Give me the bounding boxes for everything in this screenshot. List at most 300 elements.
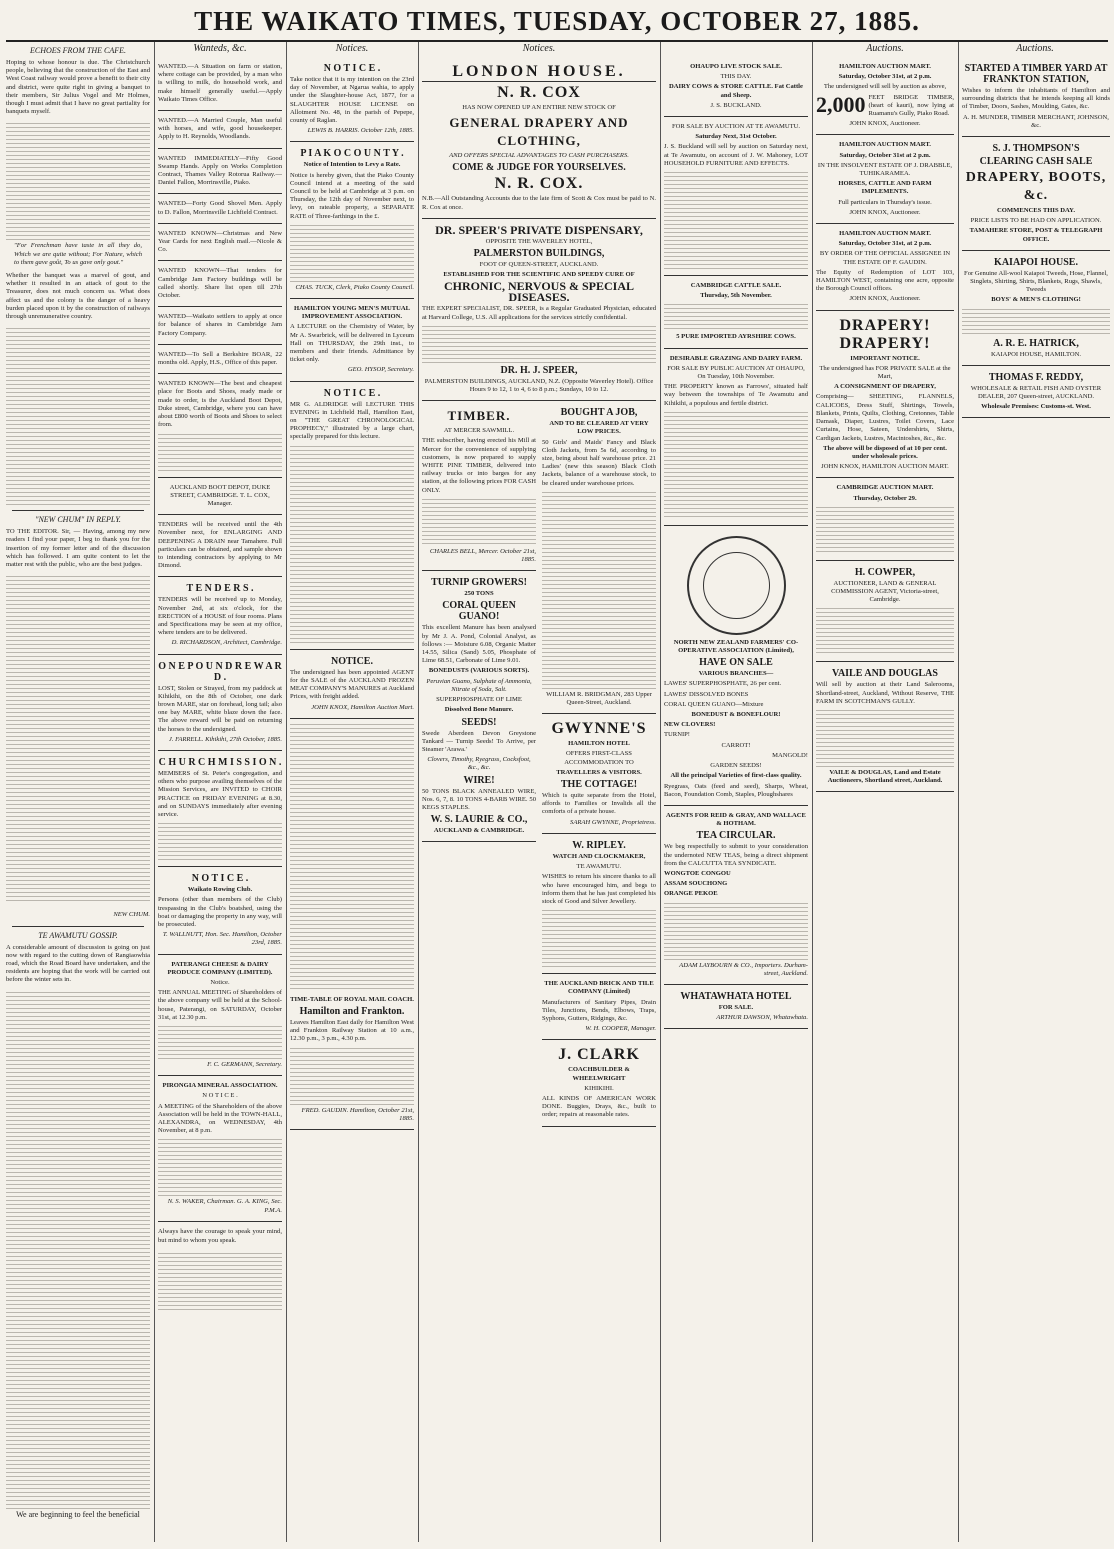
- ad-heading: FOR SALE BY AUCTION AT TE AWAMUTU.: [671, 123, 801, 131]
- ad-wanted: [158, 348, 282, 374]
- ad-text: COMMENCES THIS DAY.: [997, 207, 1075, 215]
- ad-text-block: [542, 908, 656, 968]
- ad-text: FEET BRIDGE TIMBER, (heart of kauri), now lying at Ruamanu's Gully, Piako Road.: [868, 93, 954, 118]
- ad-heading: PATERANGI CHEESE & DAIRY PRODUCE COMPANY (LIMITED).: [167, 960, 273, 976]
- ad-text: WANTED—To Sell a Berkshire BOAR, 22 months old. Apply, H.S., Office of this paper.: [158, 350, 282, 367]
- divider: [12, 926, 144, 927]
- ad-text-block: [664, 170, 808, 270]
- ad-signature: A. H. MUNDER, TIMBER MERCHANT, JOHNSON, &c.: [963, 113, 1109, 129]
- ad-cambridge-cattle: [664, 279, 808, 349]
- ad-wanted: [158, 310, 282, 345]
- ad-text-block: [422, 324, 656, 364]
- ad-heading: HAMILTON AUCTION MART.: [839, 141, 931, 149]
- ad-text: The undersigned has FOR PRIVATE SALE at the Mart,: [819, 364, 951, 381]
- ad-heading: TEA CIRCULAR.: [696, 830, 776, 842]
- ad-heading: WIRE!: [463, 774, 495, 786]
- ad-heading: N O T I C E .: [323, 387, 381, 399]
- article-text-block: [6, 326, 150, 506]
- ad-heading: DRAPERY! DRAPERY!: [839, 316, 931, 352]
- ad-mining: [158, 1079, 282, 1222]
- ad-text: ORANGE PEKOE: [664, 890, 718, 898]
- ad-text-block: [422, 497, 536, 547]
- ad-subheading: CHRONIC, NERVOUS & SPECIAL DISEASES.: [443, 279, 635, 305]
- ad-subheading: BOYS' & MEN'S CLOTHING!: [991, 296, 1081, 304]
- column-editorial: [6, 44, 150, 1526]
- ad-text: TAMAHERE STORE, POST & TELEGRAPH OFFICE.: [969, 227, 1103, 243]
- column-header-notices-2: Notices.: [522, 43, 556, 54]
- ad-text: BONEDUST & BONEFLOUR!: [691, 711, 781, 719]
- ad-bought-job: [542, 404, 656, 714]
- ad-heading: P I A K O C O U N T Y .: [300, 148, 404, 160]
- ad-text: MANGOLD!: [772, 751, 808, 759]
- ad-text: 50 TONS BLACK ANNEALED WIRE, Nos. 6, 7, 8. 10 TONS 4-BARB WIRE. 50 KEGS STAPLES.: [422, 787, 536, 811]
- ad-text: WHOLESALE & RETAIL FISH AND OYSTER DEALER, 207 Queen-street, AUCKLAND.: [970, 384, 1102, 401]
- ad-heading: HAMILTON AUCTION MART.: [839, 63, 931, 70]
- ad-text-block: [290, 444, 414, 644]
- ad-text-block: [290, 722, 414, 992]
- article-heading: TE AWAMUTU GOSSIP.: [38, 930, 118, 940]
- ad-heading: BOUGHT A JOB,: [560, 407, 638, 419]
- ad-text-block: [816, 505, 954, 555]
- ad-text: KAIAPOI HOUSE, HAMILTON.: [990, 350, 1082, 358]
- ad-text: The Equity of Redemption of LOT 103, HAMILTON WEST, containing one acre, opposite the Borough Council offices.: [816, 268, 954, 293]
- ad-tea-circular: [664, 809, 808, 985]
- ad-row: [422, 404, 656, 1129]
- column-divider: [286, 42, 287, 1542]
- ad-text: This excellent Manure has been analysed by Mr J. A. Pond, Colonial Analyst, as follows :— Moisture 6.08, Organic Matter 14.55, Silica (Sand) 5.05, Phosphate of Lime 68.51, Carbonate of Lime 9.01.: [422, 624, 536, 665]
- ad-wanted: [158, 264, 282, 307]
- ad-wanted: [158, 114, 282, 149]
- ad-text: Take notice that it is my intention on the 23rd day of November, at Ngarua wahia, to apply under the Slaughter-house Act, 1877, for a SLAUGHTER HOUSE LICENSE on Allotment No. 48, in the parish of Pepepe, county of Raglan.: [290, 76, 414, 125]
- ad-subheading: Hamilton and Frankton.: [299, 1005, 405, 1017]
- ad-text: 50 Girls' and Maids' Fancy and Black Cloth Jackets, from 5s 6d, according to size, being about half warehouse price. 21 Ladies' (new this season) Black Cloth Jackets, balance of a warehouse stock, to be cleared under warehouse prices.: [542, 438, 656, 487]
- ad-heading: THE AUCKLAND BRICK AND TILE COMPANY (Limited): [544, 980, 654, 996]
- ad-cambridge-mart: [816, 481, 954, 560]
- ad-kaiapoi-house: [962, 254, 1110, 366]
- ad-text: Peruvian Guano, Sulphate of Ammonia, Nitrate of Soda, Salt.: [426, 677, 532, 693]
- ad-text: All the principal Varieties of first-class quality.: [670, 772, 802, 780]
- ad-tenders: [158, 518, 282, 577]
- ad-heading: STARTED A TIMBER YARD AT FRANKTON STATION,: [964, 63, 1108, 85]
- ad-text: LOST, Stolen or Strayed, from my paddock at Kihikihi, on the 8th of October, one dark brown MARE, star on forehead, long tail; also one bay MARE, white blaze down the face. The above reward will be paid on returning the horses to the undersigned.: [158, 684, 282, 733]
- ad-name: DR. H. J. SPEER,: [500, 364, 578, 376]
- ad-text: IN THE INSOLVENT ESTATE OF J. DRABBLE, TUHIKARAMEA.: [817, 161, 953, 178]
- ad-text: SUPERPHOSPHATE OF LIME: [436, 696, 522, 704]
- ad-text: CORAL QUEEN GUANO—Mixture: [664, 700, 764, 708]
- ad-text: LAWES' SUPERPHOSPHATE, 26 per cent.: [664, 680, 782, 688]
- ad-signature: F. C. GERMANN, Secretary.: [207, 1061, 282, 1069]
- ad-wanted: [158, 227, 282, 262]
- ad-piako-county: [290, 145, 414, 299]
- ad-drapery: [816, 314, 954, 479]
- ad-text-block: [158, 1251, 282, 1311]
- article-text: Hoping to whose honour is due. The Christchurch people, believing that the construction of the East and West Coast railway would prove a benefit to their city and district, were quite right in giving a banquet to their members, Sir Julius Vogel and Mr Holmes, though I must admit that I have no great partiality for banquets myself.: [6, 59, 150, 116]
- ad-reddy: [962, 369, 1110, 419]
- ad-tenders: [158, 580, 282, 654]
- ad-timber-sale: [816, 60, 954, 135]
- ad-signature: VAILE & DOUGLAS, Land and Estate Auctioneers, Shortland street, Auckland.: [827, 768, 943, 785]
- ad-ymmia: [290, 302, 414, 382]
- ad-text-block: [290, 223, 414, 283]
- ad-london-house: [422, 60, 656, 219]
- ad-heading: THOMAS F. REDDY,: [988, 371, 1084, 383]
- ad-text: 5 PURE IMPORTED AYRSHIRE COWS.: [676, 333, 796, 341]
- ad-text: WANTED KNOWN—Christmas and New Year Cards for next English mail.—Nicole & Co.: [158, 229, 282, 254]
- ad-subheading: CORAL QUEEN GUANO!: [442, 600, 516, 623]
- column-header-notices: Notices.: [335, 43, 369, 54]
- ad-text: THE ANNUAL MEETING of Shareholders of the above company will be held at the School-house, Paterangi, on SATURDAY, October 31st, at 12.30 p.m.: [158, 989, 282, 1021]
- ad-signature: LEWIS B. HARRIS. October 12th, 1885.: [307, 127, 414, 135]
- ad-timber-yard: [962, 60, 1110, 137]
- ad-heading: H. COWPER,: [854, 566, 916, 578]
- column-divider: [660, 42, 661, 1542]
- ad-text: OFFERS FIRST-CLASS ACCOMMODATION TO: [564, 750, 634, 766]
- ad-text: Persons (other than members of the Club) trespassing in the Club's boatshed, using the boat or damaging the property in any way, will be prosecuted.: [158, 896, 282, 928]
- article-footer: We are beginning to feel the beneficial: [16, 1509, 140, 1519]
- ad-heading: SEEDS!: [461, 716, 497, 728]
- ad-name: A. R. E. HATRICK,: [993, 337, 1079, 349]
- ad-text: Notice is hereby given, that the Piako County Council intend at a meeting of the said Council to be held at Cambridge at 3 p.m. on Thursday, the 12th day of November next, to levy, on rateable property, a SEPARATE RATE of Three-farthings in the £.: [290, 171, 414, 220]
- article-text-block: [6, 574, 150, 904]
- ad-text-block: [158, 1137, 282, 1197]
- ad-name: W. S. LAURIE & CO.,: [430, 814, 528, 826]
- ad-text-block: [962, 307, 1110, 337]
- ad-text: Clovers, Timothy, Ryegrass, Cocksfoot, &c., &c.: [427, 756, 531, 772]
- ad-signature: JOHN KNOX, HAMILTON AUCTION MART.: [821, 463, 949, 471]
- ad-name: N. R. COX.: [494, 175, 584, 193]
- ad-text: WANTED KNOWN—The best and cheapest place for Boots and Shoes, ready made or made to order, is the Auckland Boot Depot, Duke street, Cambridge, where you can have about £800 worth of Boots and Shoes to select from.: [158, 380, 282, 429]
- ad-frozen-meat: [290, 653, 414, 719]
- article-text: A considerable amount of discussion is going on just now with regard to the cutting down of Rangiaowhia road, which the Road Board have undertaken, and the residents are hoping that the work will be carried out before the winter sets in.: [6, 943, 150, 984]
- ad-slaughter-notice: [290, 60, 414, 142]
- column-auctions-3: [962, 60, 1110, 1542]
- ad-text: TURNIP!: [664, 731, 691, 739]
- ad-boot-depot: [158, 481, 282, 516]
- ad-text: AND OFFERS SPECIAL ADVANTAGES TO CASH PURCHASERS.: [449, 152, 629, 160]
- ad-text-block: [542, 490, 656, 690]
- ad-wanted: [158, 152, 282, 195]
- ad-date: Saturday, October 31st, at 2 p.m.: [838, 240, 932, 248]
- ad-church: [158, 754, 282, 867]
- column-notices-wide: [422, 60, 656, 1542]
- ad-text-block: [158, 432, 282, 472]
- ad-wanted: [158, 60, 282, 111]
- column-divider: [418, 42, 419, 1542]
- ad-signature: WILLIAM R. BRIDGMAN, 283 Upper Queen-Street, Auckland.: [546, 690, 652, 707]
- divider: [12, 510, 144, 511]
- ad-text: THE EXPERT SPECIALIST, DR. SPEER, is a Regular Graduated Physician, educated at Harvard College, U.S. All applications for the services strictly confidential.: [422, 305, 656, 321]
- ad-heading: C H U R C H M I S S I O N .: [158, 756, 282, 768]
- ad-text: Comprising— SHEETING, FLANNELS, CALICOES, Dress Stuff, Shirtings, Towels, Blankets, Prints, Quilts, Clothing, Cretonnes, Table Damask, Diaper, Lustres, Toilet Covers, Lace Curtains, Hose, Sateen, Undershirts, Shirts, Cardigan Jackets, Lustres, Macintoshes, &c., &c.: [816, 393, 954, 442]
- ad-heading: W. RIPLEY.: [572, 839, 626, 851]
- ad-heading: J. CLARK: [558, 1046, 640, 1064]
- ad-text: NEW CLOVERS!: [664, 721, 716, 729]
- ad-subheading: THIS DAY.: [720, 73, 752, 81]
- ad-text: HAS NOW OPENED UP AN ENTIRE NEW STOCK OF: [462, 104, 616, 111]
- article-text: Whether the banquet was a marvel of gout, and whether it resulted in an attack of gout to the Treasurer, does not much concern us. What does affect us and the colony is the danger of a heavy burden placed upon it by the construction of railways through unremunerative country.: [6, 272, 150, 321]
- ad-subheading: FOR SALE.: [718, 1003, 754, 1011]
- ad-heading: NOTICE.: [331, 655, 373, 667]
- ad-date: Saturday, October 31st at 2 p.m.: [839, 151, 931, 159]
- ad-subheading: 250 TONS: [464, 590, 494, 598]
- ad-farmers-cooperative: [664, 529, 808, 806]
- masthead-title: THE WAIKATO TIMES, TUESDAY, OCTOBER 27, 1885.: [194, 6, 920, 36]
- ad-text: VARIOUS BRANCHES—: [698, 670, 774, 678]
- ad-heading: HAMILTON YOUNG MEN'S MUTUAL IMPROVEMENT ASSOCIATION.: [293, 305, 411, 321]
- ad-whatawhata-hotel: [664, 988, 808, 1029]
- ad-text-block: [816, 606, 954, 656]
- ad-text: ALL KINDS OF AMERICAN WORK DONE. Buggies, Drays, &c., built to order; repairs at reasonable rates.: [542, 1094, 656, 1119]
- article-text: TO THE EDITOR. Sir, — Having, among my new readers I find your paper, I beg to thank you for the insertion of my former letter and of the discussion which has followed. I am quite content to let the matter rest with the public, who are the best judges.: [6, 528, 150, 569]
- ad-text: ASSAM SOUCHONG: [664, 880, 728, 888]
- ad-text: Swede Aberdeen Devon Greystone Tankard — Turnip Seeds! To Arrive, per Steamer 'Arawa.': [422, 729, 536, 753]
- ad-text: WANTED KNOWN—That tenders for Cambridge Jam Factory buildings will be called shortly. Share list open till 27th October.: [158, 267, 282, 300]
- ad-subheading: Dissolved Bone Manure.: [444, 706, 514, 714]
- ad-insolvent-estate: [816, 138, 954, 224]
- ad-heading: T E N D E R S .: [186, 583, 254, 595]
- ad-signature: JOHN KNOX, Auctioneer.: [849, 120, 921, 128]
- ad-text: ESTABLISHED FOR THE SCIENTIFIC AND SPEEDY CURE OF: [443, 271, 635, 279]
- column-notices: [290, 60, 414, 1542]
- ad-text: N.B.—All Outstanding Accounts due to the late firm of Scott & Cox must be paid to N. R. Cox at once.: [422, 195, 656, 211]
- ad-subheading: COACHBUILDER & WHEELWRIGHT: [568, 1066, 630, 1082]
- ad-text: Ryegrass, Oats (feed and seed), Sharps, Wheat, Bacon, Foundation Comb, Staples, Ploughshares: [664, 782, 808, 798]
- ad-subheading: AT MERCER SAWMILL.: [443, 427, 515, 435]
- ad-te-awamutu-sale: [664, 120, 808, 276]
- ad-text: WONGTOE CONGOU: [664, 869, 731, 877]
- ad-heading: N O T I C E .: [323, 63, 381, 74]
- ad-heading: DESIRABLE GRAZING AND DAIRY FARM.: [669, 354, 803, 362]
- ad-heading: GWYNNE'S: [551, 720, 647, 738]
- ad-subheading: TRAVELLERS & VISITORS.: [556, 768, 642, 776]
- article-verse: "For Frenchman have taste in all they do, Which we are quite without; For Nature, which to them gave goût, To us gave only gout.": [14, 242, 142, 266]
- ad-signature: N. S. WAKER, Chairman. G. A. KING, Sec. P.M.A.: [167, 1198, 282, 1214]
- ad-heading: VAILE AND DOUGLAS: [832, 668, 938, 680]
- ad-text: We beg respectfully to submit to your consideration the undernoted NEW TEAS, being a direct shipment from the CALCUTTA TEA SYNDICATE.: [664, 843, 808, 867]
- ad-subheading: GENERAL DRAPERY AND CLOTHING,: [449, 115, 629, 149]
- column-header-auctions-2: Auctions.: [1016, 43, 1054, 54]
- ad-heading: WHATAWHATA HOTEL: [680, 990, 792, 1002]
- ad-text: Manufacturers of Sanitary Pipes, Drain Tiles, Junctions, Bends, Elbows, Traps, Syphons, Gutters, Ridgings, &c.: [542, 998, 656, 1022]
- ad-date: Thursday, October 29.: [853, 494, 917, 502]
- ad-signature: SARAH GWYNNE, Proprietress.: [570, 818, 656, 826]
- ad-subheading: HAMILTON HOTEL: [568, 740, 630, 748]
- ad-thompson-sale: [962, 140, 1110, 251]
- ad-text: WANTED.—A Situation on farm or station, where cottage can be provided, by a man who is willing to milk, do household work, and make himself generally useful.—Apply Waikato Times Office.: [158, 63, 282, 103]
- ad-text-block: [158, 821, 282, 861]
- ad-heading: TURNIP GROWERS!: [431, 577, 527, 589]
- ad-signature: JOHN KNOX, Hamilton Auction Mart.: [311, 703, 414, 711]
- ad-text: WISHES to return his sincere thanks to all who have encouraged him, and begs to inform them that he has just completed his stock of Good and Silver Jewellery.: [542, 873, 656, 905]
- ad-heading: OHAUPO LIVE STOCK SALE.: [690, 63, 782, 70]
- ad-text: Wishes to inform the inhabitants of Hamilton and surrounding districts that he intends keeping all kinds of Timber, Doors, Sashes, Moulding, Gates, &c.: [962, 87, 1110, 111]
- ad-signature: CHARLES BELL, Mercer. October 21st, 1885.: [429, 547, 536, 564]
- column-auctions-2: [816, 60, 954, 1542]
- ad-text: The above will be disposed of at 10 per cent. under wholesale prices.: [823, 444, 947, 460]
- ad-heading: TIMBER.: [447, 408, 511, 424]
- ad-signature: J. FARRELL. Kihikihi, 27th October, 1885.: [168, 735, 282, 743]
- ad-subheading: CLEARING CASH SALE: [979, 156, 1093, 168]
- ad-date: Saturday, October 31st, at 2 p.m.: [838, 73, 932, 81]
- ad-subheading: Notice of Intention to Levy a Rate.: [303, 161, 401, 169]
- ad-text: Which is quite separate from the Hotel, affords to Families or Invalids all the comforts of a private house.: [542, 792, 656, 816]
- ad-signature: D. RICHARDSON, Architect, Cambridge.: [171, 639, 282, 647]
- ad-text: The undersigned will sell by auction as above,: [823, 83, 947, 91]
- ad-signature: T. WALLNUTT, Hon. Sec. Hamilton, October 23rd, 1885.: [162, 931, 282, 947]
- ad-subheading: N O T I C E .: [202, 1092, 238, 1100]
- ad-heading: AGENTS FOR REID & GRAY, AND WALLACE & HOTHAM.: [666, 811, 806, 828]
- ad-heading: NORTH NEW ZEALAND FARMERS' CO-OPERATIVE ASSOCIATION (Limited),: [673, 638, 799, 655]
- ad-vaile-douglas: [816, 665, 954, 792]
- column-auctions: [664, 60, 808, 1542]
- ad-brick-company: [542, 977, 656, 1040]
- ad-rowing: [158, 870, 282, 954]
- ad-text: Will sell by auction at their Land Salerooms, Shortland-street, Auckland, Without Reserve, THE FARM IN SCOTCHMAN'S GULLY.: [816, 681, 954, 705]
- ad-signature: GEO. HYSOP, Secretary.: [347, 366, 414, 374]
- ad-heading: O N E P O U N D R E W A R D .: [158, 660, 282, 683]
- ad-signature: J. S. BUCKLAND.: [710, 101, 762, 109]
- ad-subheading: Notice.: [210, 979, 230, 987]
- ad-text: BY ORDER OF THE OFFICIAL ASSIGNEE IN THE ESTATE OF F. GAUDIN.: [819, 250, 951, 266]
- ad-heading: TIME-TABLE OF ROYAL MAIL COACH.: [290, 995, 414, 1003]
- ad-text: DAIRY COWS & STORE CATTLE. Fat Cattle and Sheep.: [669, 83, 803, 99]
- ad-column-right: [542, 404, 656, 1129]
- ad-heading: N O T I C E .: [191, 873, 249, 885]
- ad-text: The undersigned has been appointed AGENT for the SALE of the AUCKLAND FROZEN MEAT COMPANY'S MANURES at Auckland Prices, with freight added.: [290, 668, 414, 701]
- ad-signature: W. H. COOPER, Manager.: [585, 1025, 656, 1033]
- article-heading: ECHOES FROM THE CAFE.: [30, 46, 126, 55]
- ad-text: For Genuine All-wool Kaiapoi Tweeds, Hose, Flannel, Singlets, Shirting, Shirts, Blankets, Rugs, Shawls, Tweeds: [964, 269, 1108, 294]
- ad-column-left: [422, 404, 536, 1129]
- ad-turnip: [422, 574, 536, 842]
- ad-wanted: [158, 197, 282, 223]
- ad-text: A MEETING of the Shareholders of the above Association will be held in the TOWN-HALL, ALEXANDRA, on WEDNESDAY, 4th November, at 8 p.m.: [158, 1102, 282, 1135]
- ad-text: WANTED IMMEDIATELY—Fifty Good Swamp Hands. Apply on Works Completion Contract, Thames Valley Rotorua Railway.—Daniel Fallon, Morrinsville, Piako.: [158, 154, 282, 187]
- article-text-block: [6, 121, 150, 241]
- ad-gwynne-hotel: [542, 717, 656, 834]
- ad-heading: DR. SPEER'S PRIVATE DISPENSARY,: [435, 222, 643, 237]
- ad-dispensary: [422, 222, 656, 401]
- masthead-rule: [6, 40, 1108, 42]
- article-signature: NEW CHUM.: [113, 910, 150, 918]
- ad-text: Full particulars in Thursday's issue.: [838, 198, 932, 206]
- ad-text-block: [664, 901, 808, 961]
- ad-subheading: AND TO BE CLEARED AT VERY LOW PRICES.: [549, 420, 649, 436]
- ad-text: KIHIKIHI.: [584, 1084, 614, 1092]
- ad-official-assignee: [816, 227, 954, 311]
- ad-grazing-farm: [664, 352, 808, 526]
- ad-text: HORSES, CATTLE AND FARM IMPLEMENTS.: [838, 180, 932, 196]
- ad-text: WANTED—Waikato settlers to apply at once for balance of shares in Cambridge Jam Factory Company.: [158, 313, 282, 337]
- ad-text: Leaves Hamilton East daily for Hamilton West and Frankton Railway Station at 10 a.m., 12.30 p.m., 3 p.m., 4.30 p.m.: [290, 1018, 414, 1043]
- ad-date: Thursday, 5th November.: [700, 292, 772, 300]
- ad-subheading: WATCH AND CLOCKMAKER,: [552, 852, 646, 860]
- ad-subheading: IMPORTANT NOTICE.: [850, 354, 920, 362]
- ad-signature: CHAS. TUCK, Clerk, Piako County Council.: [295, 283, 414, 291]
- ad-text: AUCKLAND & CAMBRIDGE.: [433, 827, 525, 835]
- ad-heading: S. J. THOMPSON'S: [992, 143, 1080, 155]
- ad-heading: THE COTTAGE!: [560, 779, 638, 791]
- ad-reward: [158, 658, 282, 751]
- ad-text: AUCKLAND BOOT DEPOT, DUKE STREET, CAMBRIDGE. T. L. COX, Manager.: [169, 483, 271, 507]
- ad-text: A LECTURE on the Chemistry of Water, by Mr A. Swarbrick, will be delivered in Lyceum Hall on THURSDAY, the 29th inst., to members and their friends. Admittance by ticket only.: [290, 323, 414, 364]
- ad-text: MR G. ALDRIDGE will LECTURE THIS EVENING in Lichfield Hall, Hamilton East, on "THE GREAT CHRONOLOGICAL PROPHECY," illustrated by a large chart, specially prepared for this lecture.: [290, 400, 414, 441]
- ad-text: LAWES' DISSOLVED BONES: [664, 690, 749, 698]
- ad-text: Always have the courage to speak your mind, but mind to whom you speak.: [158, 1228, 282, 1244]
- ad-name: N. R. COX: [497, 84, 581, 101]
- ad-heading: KAIAPOI HOUSE.: [994, 256, 1078, 268]
- column-divider: [154, 42, 155, 1542]
- ad-subheading: HAVE ON SALE: [699, 657, 773, 669]
- ad-text: AUCTIONEER, LAND & GENERAL COMMISSION AGENT, Victoria-street, Cambridge.: [831, 579, 939, 604]
- article-text-block: [6, 990, 150, 1510]
- ad-subheading: BONEDUSTS (VARIOUS SORTS).: [428, 667, 530, 675]
- ad-heading: CAMBRIDGE CATTLE SALE.: [690, 282, 782, 290]
- ad-quantity: 2,000: [816, 91, 866, 117]
- ad-text: THE PROPERTY known as Farrows', situated half way between the townships of Te Awamutu and Kihikihi, a populous and fertile district.: [664, 383, 808, 407]
- ad-subheading: Waikato Rowing Club.: [187, 886, 253, 894]
- column-wanteds: [158, 60, 282, 1542]
- ad-cheese: [158, 958, 282, 1077]
- ad-lecture: [290, 385, 414, 650]
- ad-text: WANTED—Forty Good Shovel Men. Apply to D. Fallon, Morrinsville Lichfield Contract.: [158, 200, 282, 216]
- ad-text: TENDERS will be received up to Monday, November 2nd, at six o'clock, for the ERECTION of a HOUSE of four rooms. Plans and Specifications may be seen at my office, where tenders are to be delivered.: [158, 596, 282, 637]
- masthead: [0, 6, 1114, 40]
- ad-text-block: [816, 708, 954, 768]
- ad-text: PALMERSTON BUILDINGS, AUCKLAND, N.Z. (Opposite Waverley Hotel). Office Hours 9 to 12, 1 to 4, 6 to 8 p.m.; Sundays, 10 to 12.: [424, 377, 654, 394]
- ad-clark: [542, 1043, 656, 1126]
- article-heading: "NEW CHUM" IN REPLY.: [35, 515, 121, 525]
- ad-signature: JOHN KNOX, Auctioneer.: [849, 208, 921, 216]
- ad-text: CARROT!: [721, 741, 751, 749]
- ad-signature: ADAM LAYBOURN & CO., Importers. Durham-street, Auckland.: [679, 961, 808, 977]
- ad-text: FOOT OF QUEEN-STREET, AUCKLAND.: [479, 261, 599, 269]
- column-header-wanteds: Wanteds, &c.: [193, 43, 247, 54]
- column-header-auctions: Auctions.: [866, 43, 904, 54]
- ad-subheading: PALMERSTON BUILDINGS,: [473, 248, 605, 260]
- ad-text: TE AWAMUTU.: [576, 863, 622, 871]
- ad-mail-coach: [290, 993, 414, 1130]
- ad-heading: HAMILTON AUCTION MART.: [839, 230, 931, 238]
- ad-text-block: [158, 1024, 282, 1060]
- ad-ripley: [542, 837, 656, 974]
- ad-ohaupo-sale: [664, 60, 808, 117]
- ad-heading: PIRONGIA MINERAL ASSOCIATION.: [162, 1082, 278, 1090]
- ad-heading: CAMBRIDGE AUCTION MART.: [836, 484, 934, 492]
- ad-signature: FRED. GAUDIN. Hamilton, October 21st, 1885.: [301, 1106, 414, 1122]
- ad-text: Wholesale Premises: Customs-st. West.: [981, 403, 1091, 411]
- ad-wanted: [158, 377, 282, 477]
- ad-timber: [422, 404, 536, 571]
- ad-text-block: [664, 410, 808, 520]
- ad-signature: ARTHUR DAWSON, Whatawhata.: [716, 1014, 808, 1022]
- ad-text: PRICE LISTS TO BE HAD ON APPLICATION.: [970, 217, 1102, 225]
- ad-text-block: [664, 302, 808, 332]
- ad-text: OPPOSITE THE WAVERLEY HOTEL,: [485, 237, 593, 245]
- column-divider: [958, 42, 959, 1542]
- ad-signature: JOHN KNOX, Auctioneer.: [849, 295, 921, 303]
- ad-subheading: DRAPERY, BOOTS, &c.: [965, 170, 1107, 204]
- ad-cowper: [816, 564, 954, 663]
- ad-text: J. S. Buckland will sell by auction on Saturday next, at Te Awamutu, on account of J. W. Mahoney, LOT HOUSEHOLD FURNITURE AND EFFECTS.: [664, 143, 808, 167]
- ad-heading: LONDON HOUSE.: [422, 63, 656, 82]
- ad-subheading: A CONSIGNMENT OF DRAPERY,: [834, 383, 936, 391]
- ad-text: GARDEN SEEDS!: [710, 762, 762, 770]
- ad-text: MEMBERS of St. Peter's congregation, and others who purpose availing themselves of the Mission Services, are INVITED to CHOIR PRACTICE on FRIDAY EVENING at 8.30, and on SUNDAYS immediately after evening service.: [158, 769, 282, 818]
- ad-text: THE subscriber, having erected his Mill at Mercer for the convenience of supplying customers, is now prepared to supply WHITE PINE TIMBER, delivered into railway trucks or into barges for any station, at the following prices FOR CASH ONLY.: [422, 437, 536, 494]
- ad-subheading: FOR SALE BY PUBLIC AUCTION AT OHAUPO, On Tuesday, 10th November.: [667, 364, 805, 381]
- ad-text: TENDERS will be received until the 4th November next, for ENLARGING AND DEEPENING A DRAIN near Tamahere. Full particulars can be obtained, and sample shown to intending contractors by applying to Mr Dimond.: [158, 521, 282, 570]
